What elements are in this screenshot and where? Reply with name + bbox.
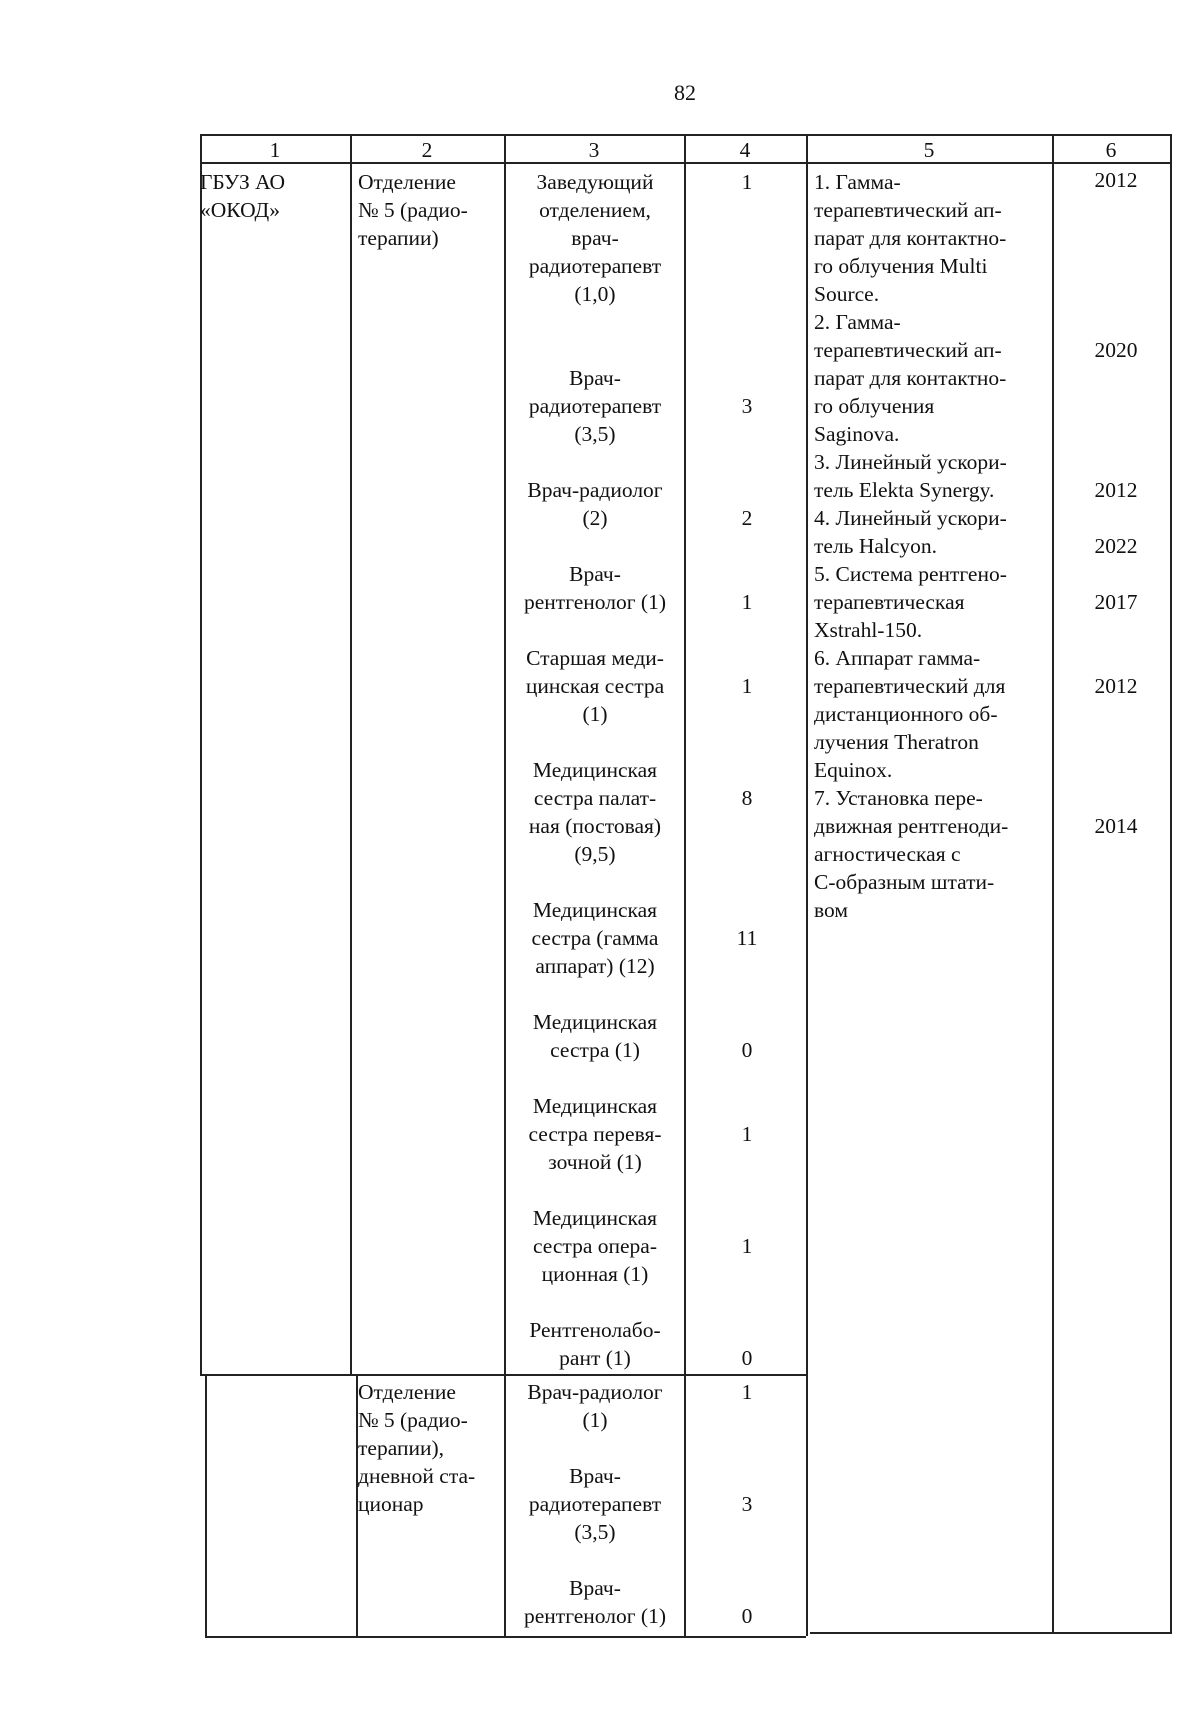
position-title-line: (1): [582, 702, 608, 726]
position-title-line: Врач-радиолог: [527, 1380, 663, 1404]
department-line: № 5 (радио-: [358, 198, 468, 222]
position-title-line: Врач-: [569, 366, 621, 390]
equipment-line: 7. Установка пере-: [814, 786, 983, 810]
equipment-line: 5. Система рентгено-: [814, 562, 1007, 586]
position-count: 0: [741, 1038, 753, 1062]
equipment-line: Xstrahl-150.: [814, 618, 923, 642]
equipment-line: терапевтический ап-: [814, 198, 1002, 222]
col-border-0-lower: [205, 1374, 207, 1638]
position-title-line: ная (постовая): [528, 814, 662, 838]
position-title-line: сестра опера-: [532, 1234, 657, 1258]
position-title-line: отделением,: [539, 198, 651, 222]
position-title-line: (2): [582, 506, 608, 530]
department-line: ционар: [358, 1492, 424, 1516]
position-title-line: сестра (1): [550, 1038, 640, 1062]
page-number: 82: [674, 80, 696, 105]
position-count: 0: [741, 1604, 753, 1628]
table-bottom-border-right: [810, 1632, 1172, 1634]
position-title-line: (3,5): [574, 422, 616, 446]
equipment-line: тель Halcyon.: [814, 534, 938, 558]
position-title-line: (3,5): [574, 1520, 616, 1544]
department-line: терапии): [358, 226, 439, 250]
equipment-line: 3. Линейный ускори-: [814, 450, 1007, 474]
equipment-line: 4. Линейный ускори-: [814, 506, 1007, 530]
equipment-line: го облучения: [814, 394, 935, 418]
position-count: 2: [741, 506, 753, 530]
header-cell: 1: [269, 138, 281, 162]
equipment-line: Saginova.: [814, 422, 900, 446]
position-title-line: зочной (1): [548, 1150, 642, 1174]
position-title-line: радиотерапевт: [528, 254, 662, 278]
department-line: Отделение: [358, 1380, 456, 1404]
position-title-line: Медицинская: [532, 1010, 658, 1034]
year-value: 2012: [1094, 674, 1138, 698]
position-count: 11: [736, 926, 758, 950]
col-border-1: [350, 134, 352, 1374]
position-title-line: Врач-: [569, 1464, 621, 1488]
position-title-line: Заведующий: [536, 170, 654, 194]
position-count: 1: [741, 1122, 753, 1146]
header-cell: 4: [739, 138, 751, 162]
position-title-line: врач-: [571, 226, 619, 250]
position-title-line: Медицинская: [532, 758, 658, 782]
equipment-line: терапевтический для: [814, 674, 1006, 698]
institution-line: ГБУЗ АО: [200, 170, 286, 194]
table-bottom-border-left: [205, 1636, 806, 1638]
department-line: терапии),: [358, 1436, 444, 1460]
position-title-line: сестра перевя-: [528, 1122, 662, 1146]
equipment-line: терапевтическая: [814, 590, 965, 614]
position-title-line: Медицинская: [532, 898, 658, 922]
position-title-line: радиотерапевт: [528, 1492, 662, 1516]
position-count: 8: [741, 786, 753, 810]
position-count: 1: [741, 1380, 753, 1404]
equipment-line: тель Elekta Synergy.: [814, 478, 995, 502]
equipment-line: 2. Гамма-: [814, 310, 901, 334]
equipment-line: вом: [814, 898, 848, 922]
equipment-line: терапевтический ап-: [814, 338, 1002, 362]
position-title-line: рентгенолог (1): [524, 1604, 666, 1628]
year-value: 2022: [1094, 534, 1138, 558]
position-title-line: сестра (гамма: [531, 926, 659, 950]
department-line: № 5 (радио-: [358, 1408, 468, 1432]
position-title-line: аппарат) (12): [535, 954, 655, 978]
institution-line: «ОКОД»: [200, 198, 280, 222]
equipment-line: парат для контактно-: [814, 226, 1007, 250]
header-cell: 5: [923, 138, 935, 162]
year-value: 2012: [1094, 168, 1138, 192]
position-title-line: Медицинская: [532, 1094, 658, 1118]
position-count: 3: [741, 394, 753, 418]
equipment-line: лучения Theratron: [814, 730, 979, 754]
header-cell: 6: [1105, 138, 1117, 162]
header-cell: 2: [421, 138, 433, 162]
position-title-line: радиотерапевт: [528, 394, 662, 418]
position-count: 1: [741, 674, 753, 698]
equipment-line: Source.: [814, 282, 880, 306]
position-title-line: цинская сестра: [525, 674, 665, 698]
position-title-line: сестра палат-: [533, 786, 657, 810]
equipment-line: агностическая с: [814, 842, 961, 866]
year-value: 2012: [1094, 478, 1138, 502]
position-title-line: Старшая меди-: [526, 646, 664, 670]
department-line: дневной ста-: [358, 1464, 476, 1488]
position-title-line: ционная (1): [541, 1262, 649, 1286]
equipment-line: 6. Аппарат гамма-: [814, 646, 981, 670]
position-count: 1: [741, 1234, 753, 1258]
equipment-line: 1. Гамма-: [814, 170, 901, 194]
year-value: 2017: [1094, 590, 1138, 614]
position-title-line: (1): [582, 1408, 608, 1432]
equipment-line: С-образным штати-: [814, 870, 995, 894]
equipment-line: Equinox.: [814, 758, 893, 782]
position-title-line: (1,0): [574, 282, 616, 306]
position-title-line: Медицинская: [532, 1206, 658, 1230]
col-border-0: [200, 134, 202, 1374]
position-count: 1: [741, 170, 753, 194]
position-count: 3: [741, 1492, 753, 1516]
position-count: 1: [741, 590, 753, 614]
position-title-line: Рентгенолабо-: [529, 1318, 661, 1342]
position-title-line: (9,5): [574, 842, 616, 866]
equipment-line: парат для контактно-: [814, 366, 1007, 390]
equipment-line: движная рентгеноди-: [814, 814, 1009, 838]
position-count: 0: [741, 1346, 753, 1370]
year-value: 2014: [1094, 814, 1138, 838]
header-cell: 3: [588, 138, 600, 162]
year-value: 2020: [1094, 338, 1138, 362]
col-border-4: [806, 134, 808, 1636]
position-title-line: рант (1): [559, 1346, 631, 1370]
position-title-line: рентгенолог (1): [524, 590, 666, 614]
position-title-line: Врач-: [569, 562, 621, 586]
equipment-line: дистанционного об-: [814, 702, 998, 726]
row-divider: [200, 1374, 806, 1376]
equipment-line: го облучения Multi: [814, 254, 988, 278]
department-line: Отделение: [358, 170, 456, 194]
position-title-line: Врач-: [569, 1576, 621, 1600]
position-title-line: Врач-радиолог: [527, 478, 663, 502]
